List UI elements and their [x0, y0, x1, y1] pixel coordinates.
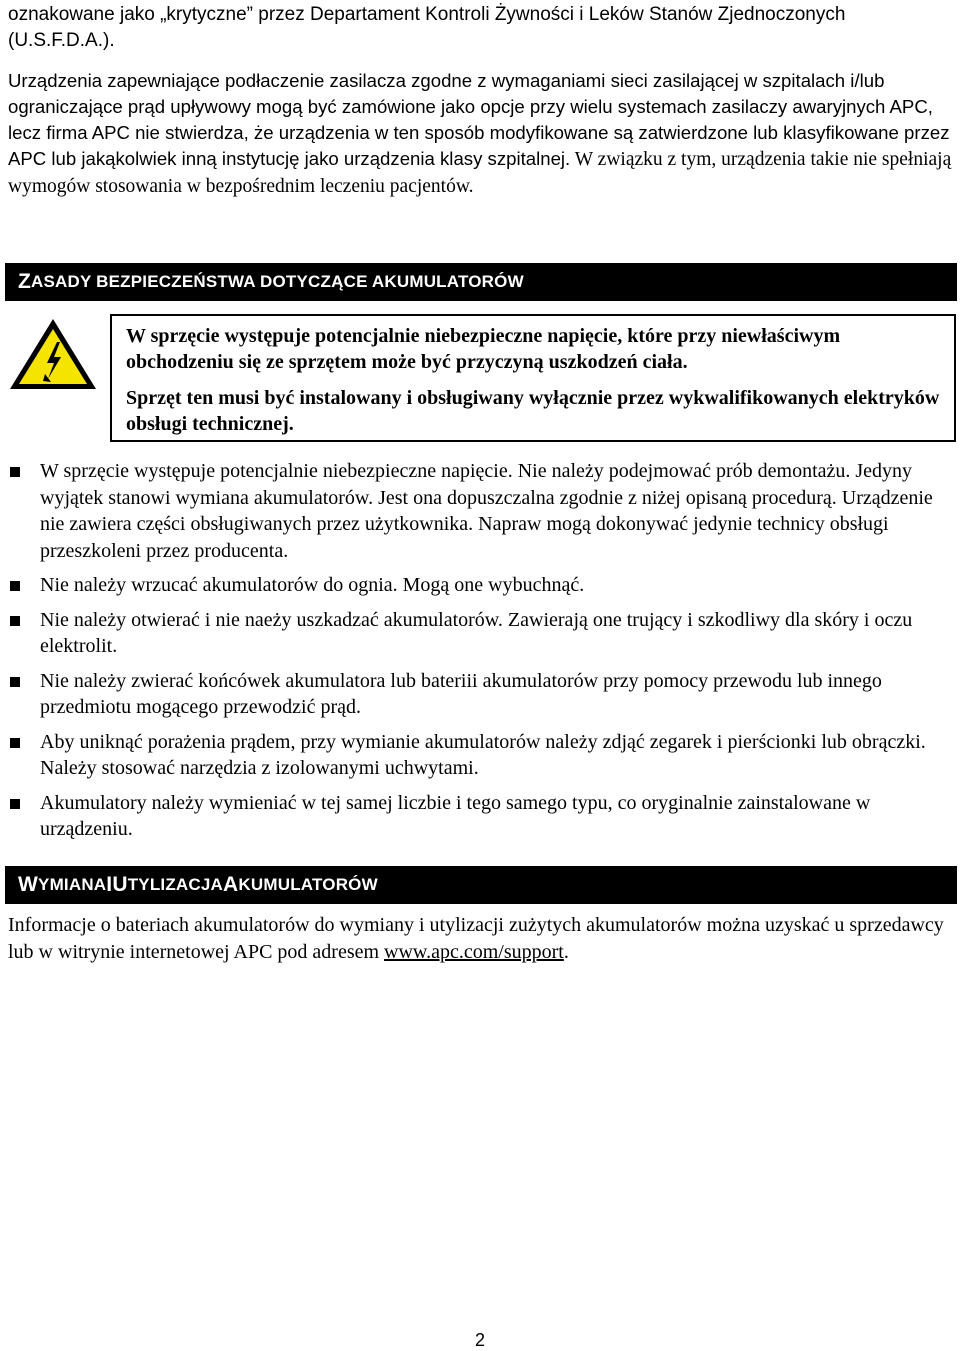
page-number: 2: [474, 1330, 485, 1350]
safety-bullet-list: [0, 458, 960, 851]
intro-paragraph: [8, 68, 954, 200]
support-link[interactable]: www.apc.com/support: [384, 940, 564, 963]
list-item: W sprzęcie występuje potencjalnie niebezpieczne napięcie. Nie należy podejmować prób demontażu. Jedyny wyjątek stanowi wymiana akumulatorów. Jest ona dopuszczalna zgodnie z niżej opisaną procedurą. Urządzenie nie zawiera części obsługiwanych przez użytkownika. Napraw mogą dokonywać jedynie technicy obsługi przeszkoleni przez producenta.: [0, 458, 960, 564]
bullet-square-icon: [10, 467, 20, 477]
section-heading-safety: [5, 263, 957, 301]
intro-paragraph-sans: Urządzenia zapewniające podłaczenie zasilacza zgodne z wymaganiami sieci zasilającej w szpitalach i/lub ograniczające prąd upływowy mogą być zamówione jako opcje przy wielu systemach zasilaczy awaryjnych APC, lecz firma APC nie stwierdza, że urządzenia w ten sposób modyfikowane są zatwierdzone lub klasyfikowane przez APC lub jakąkolwiek inną instytucję jako urządzenia klasy szpitalnej.: [8, 70, 950, 169]
intro-line: oznakowane jako „krytyczne” przez Departament Kontroli Żywności i Leków Stanów Zjednoczonych (U.S.F.D.A.).: [8, 4, 846, 51]
list-item: Aby uniknąć porażenia prądem, przy wymianie akumulatorów należy zdjąć zegarek i pierścionki lub obrączki. Należy stosować narzędzia z izolowanymi uchwytami.: [0, 729, 960, 782]
intro-paragraph-serif: W związku z tym, urządzenia takie nie spełniają wymogów stosowania w bezpośrednim leczeniu pacjentów.: [8, 149, 952, 197]
bullet-square-icon: [10, 738, 20, 748]
replacement-paragraph: Informacje o bateriach akumulatorów do wymiany i utylizacji zużytych akumulatorów można uzyskać u sprzedawcy lub w witrynie internetowej APC pod adresem www.apc.com/support.: [8, 914, 944, 963]
warning-text-1: W sprzęcie występuje potencjalnie niebezpieczne napięcie, które przy niewłaściwym obchodzeniu się ze sprzętem może być przyczyną uszkodzeń ciała.: [126, 325, 841, 373]
bullet-square-icon: [10, 616, 20, 626]
list-item: Akumulatory należy wymieniać w tej samej liczbie i tego samego typu, co oryginalnie zainstalowane w urządzeniu.: [0, 790, 960, 843]
section-heading-cap: Z: [18, 270, 32, 293]
list-item: Nie należy wrzucać akumulatorów do ognia. Mogą one wybuchnąć.: [0, 572, 960, 599]
bullet-square-icon: [10, 677, 20, 687]
bullet-square-icon: [10, 799, 20, 809]
section-heading-replacement: W YMIANA I U TYLIZACJA A KUMULATORÓW: [5, 866, 957, 904]
warning-box: [110, 314, 956, 442]
list-item: Nie należy otwierać i nie naeży uszkadzać akumulatorów. Zawierają one trujący i szkodliwy dla skóry i oczu elektrolit.: [0, 607, 960, 660]
bullet-square-icon: [10, 581, 20, 591]
section-heading-rest: ASADY BEZPIECZEŃSTWA DOTYCZĄCE AKUMULATORÓW: [31, 272, 524, 291]
list-item: Nie należy zwierać końcówek akumulatora lub bateriii akumulatorów przy pomocy przewodu lub innego przedmiotu mogącego przewodzić prąd.: [0, 668, 960, 721]
high-voltage-warning-icon: [7, 316, 99, 392]
warning-text-2: Sprzęt ten musi być instalowany i obsługiwany wyłącznie przez wykwalifikowanych elektryków obsługi technicznej.: [126, 387, 940, 435]
